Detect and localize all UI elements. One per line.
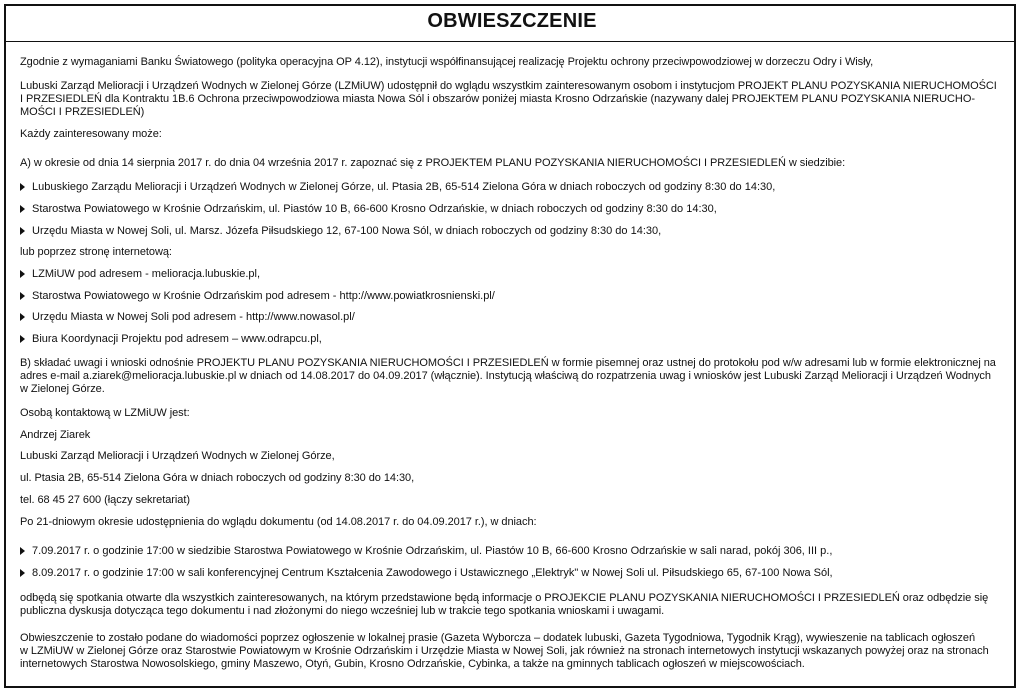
contact-name: Andrzej Ziarek	[20, 429, 91, 441]
list-item: 7.09.2017 r. o godzinie 17:00 w siedzibie Starostwa Powiatowego w Krośnie Odrzańskim, ul. Piastów 10 B, 66-600 Krosno Odrzańskie w sali narad, pokój 306, III p.,	[20, 545, 832, 557]
bullet-arrow-icon	[20, 313, 25, 321]
contact-organization: Lubuski Zarząd Melioracji i Urządzeń Wodnych w Zielonej Górze,	[20, 450, 335, 462]
closing-line-3: internetowych Starostwa Nowosolskiego, gminy Maszewo, Otyń, Gubin, Krosno Odrzańskie, Cybinka, a także na gminnych tablicach ogłoszeń w miejscowościach.	[20, 658, 805, 670]
closing-line-2: w LZMiUW w Zielonej Górze oraz Starostwie Powiatowym w Krośnie Odrzańskim i Urzędzie Miasta w Nowej Soli, jak również na stronach internetowych instytucji wskazanych powyżej oraz na stronach	[20, 645, 989, 657]
bullet-arrow-icon	[20, 270, 25, 278]
list-item: LZMiUW pod adresem - melioracja.lubuskie.pl,	[20, 268, 260, 280]
contact-intro: Osobą kontaktową w LZMiUW jest:	[20, 407, 190, 419]
list-item: Biura Koordynacji Projektu pod adresem – www.odrapcu.pl,	[20, 333, 322, 345]
bullet-arrow-icon	[20, 547, 25, 555]
intro-lzmiuw-line-3: MOŚCI I PRZESIEDLEŃ)	[20, 106, 145, 118]
website-intro: lub poprzez stronę internetową:	[20, 246, 172, 258]
title-divider	[6, 41, 1014, 42]
intro-paragraph: Zgodnie z wymaganiami Banku Światowego (polityka operacyjna OP 4.12), instytucji współfinansującej realizację Projektu ochrony przeciwpowodziowej w dorzeczu Odry i Wisły,	[20, 56, 874, 68]
meetings-intro: Po 21-dniowym okresie udostępnienia do wglądu dokumentu (od 14.08.2017 r. do 04.09.2017 r.), w dniach:	[20, 516, 537, 528]
notice-frame	[4, 4, 1016, 688]
section-a-heading: A) w okresie od dnia 14 sierpnia 2017 r. do dnia 04 września 2017 r. zapoznać się z PROJEKTEM PLANU POZYSKANIA NIERUCHOMOŚCI I PRZESIEDLEŃ w siedzibie:	[20, 157, 846, 169]
notice-title: OBWIESZCZENIE	[427, 10, 597, 32]
intro-lzmiuw-line-2: I PRZESIEDLEŃ dla Kontraktu 1B.6 Ochrona przeciwpowodziowa miasta Nowa Sól i obszarów poniżej miasta Krosno Odrzańskie (nazywany dalej PROJEKTEM PLANU POZYSKANIA NIERUCHO-	[20, 93, 975, 105]
closing-line-1: Obwieszczenie to zostało podane do wiadomości poprzez ogłoszenie w lokalnej prasie (Gazeta Wyborcza – dodatek lubuski, Gazeta Tygodniowa, Tygodnik Krąg), wywieszenie na tablicach ogłoszeń	[20, 632, 976, 644]
list-item: Starostwa Powiatowego w Krośnie Odrzańskim pod adresem - http://www.powiatkrosnienski.pl/	[20, 290, 495, 302]
section-b-line-1: B) składać uwagi i wnioski odnośnie PROJEKTU PLANU POZYSKANIA NIERUCHOMOŚCI I PRZESIEDLEŃ w formie pisemnej oraz ustnej do protokołu pod w/w adresami lub w formie elektronicznej na	[20, 357, 996, 369]
meetings-outro-line-1: odbędą się spotkania otwarte dla wszystkich zainteresowanych, na którym przedstawione będą informacje o PROJEKCIE PLANU POZYSKANIA NIERUCHOMOŚCI I PRZESIEDLEŃ oraz odbędzie się	[20, 592, 989, 604]
meetings-outro-line-2: publiczna dyskusja dotycząca tego dokumentu i nad złożonymi do niego wcześniej lub w trakcie tego spotkania wnioskami i uwagami.	[20, 605, 665, 617]
list-item: Urzędu Miasta w Nowej Soli pod adresem - http://www.nowasol.pl/	[20, 311, 355, 323]
bullet-arrow-icon	[20, 183, 25, 191]
section-b-line-3: w Zielonej Górze.	[20, 383, 105, 395]
bullet-arrow-icon	[20, 569, 25, 577]
section-b-line-2: adres e-mail a.ziarek@melioracja.lubuskie.pl w dniach od 14.08.2017 do 04.09.2017 (włącznie). Instytucją właściwą do rozpatrzenia uwag i wniosków jest Lubuski Zarząd Melioracji i Urządzeń Wodnych	[20, 370, 991, 382]
list-item: Starostwa Powiatowego w Krośnie Odrzańskim, ul. Piastów 10 B, 66-600 Krosno Odrzańskie, w dniach roboczych od godziny 8:30 do 14:30,	[20, 203, 717, 215]
everyone-can-label: Każdy zainteresowany może:	[20, 128, 162, 140]
bullet-arrow-icon	[20, 292, 25, 300]
intro-lzmiuw-line-1: Lubuski Zarząd Melioracji i Urządzeń Wodnych w Zielonej Górze (LZMiUW) udostępnił do wglądu wszystkim zainteresowanym osobom i instytucjom PROJEKT PLANU POZYSKANIA NIERUCHOMOŚCI	[20, 80, 997, 92]
bullet-arrow-icon	[20, 227, 25, 235]
list-item: 8.09.2017 r. o godzinie 17:00 w sali konferencyjnej Centrum Kształcenia Zawodowego i Ustawicznego „Elektryk" w Nowej Soli ul. Piłsudskiego 65, 67-100 Nowa Sól,	[20, 567, 833, 579]
bullet-arrow-icon	[20, 205, 25, 213]
contact-address: ul. Ptasia 2B, 65-514 Zielona Góra w dniach roboczych od godziny 8:30 do 14:30,	[20, 472, 415, 484]
list-item: Urzędu Miasta w Nowej Soli, ul. Marsz. Józefa Piłsudskiego 12, 67-100 Nowa Sól, w dniach roboczych od godziny 8:30 do 14:30,	[20, 225, 661, 237]
list-item: Lubuskiego Zarządu Melioracji i Urządzeń Wodnych w Zielonej Górze, ul. Ptasia 2B, 65-514 Zielona Góra w dniach roboczych od godziny 8:30 do 14:30,	[20, 181, 775, 193]
contact-phone: tel. 68 45 27 600 (łączy sekretariat)	[20, 494, 190, 506]
bullet-arrow-icon	[20, 335, 25, 343]
